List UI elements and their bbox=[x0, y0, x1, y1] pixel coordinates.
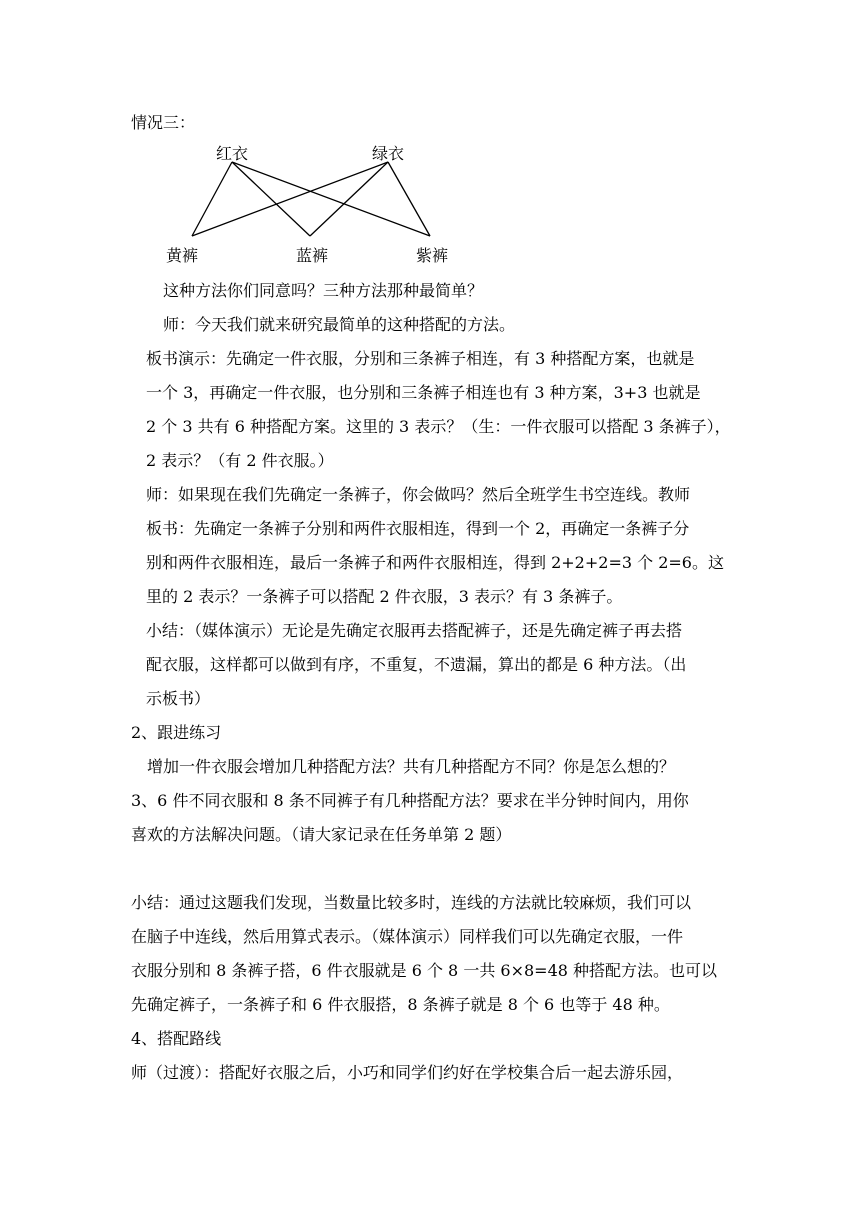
text-line: 里的 2 表示？一条裤子可以搭配 2 件衣服，3 表示？有 3 条裤子。 bbox=[146, 587, 623, 606]
text-line: 先确定裤子，一条裤子和 6 件衣服搭，8 条裤子就是 8 个 6 也等于 48 种。 bbox=[131, 995, 670, 1014]
text-line: 板书：先确定一条裤子分别和两件衣服相连，得到一个 2，再确定一条裤子分 bbox=[146, 519, 690, 538]
text-line: 喜欢的方法解决问题。（请大家记录在任务单第 2 题） bbox=[131, 825, 512, 844]
section-title: 2、跟进练习 bbox=[131, 723, 222, 742]
text-line: 别和两件衣服相连，最后一条裤子和两件衣服相连，得到 2+2+2=3 个 2=6。这 bbox=[146, 553, 724, 572]
text-line: 配衣服，这样都可以做到有序，不重复，不遗漏，算出的都是 6 种方法。（出 bbox=[146, 655, 687, 674]
top-label-red: 红衣 bbox=[216, 144, 249, 163]
bottom-label-purple: 紫裤 bbox=[416, 246, 449, 265]
matching-diagram bbox=[160, 140, 480, 270]
line-red-yellow bbox=[192, 162, 232, 236]
text-line: 在脑子中连线，然后用算式表示。（媒体演示）同样我们可以先确定衣服，一件 bbox=[131, 927, 684, 946]
bottom-label-yellow: 黄裤 bbox=[166, 246, 199, 265]
text-line: 板书演示：先确定一件衣服，分别和三条裤子相连，有 3 种搭配方案，也就是 bbox=[146, 349, 695, 368]
bottom-label-blue: 蓝裤 bbox=[296, 246, 329, 265]
text-line: 小结：（媒体演示）无论是先确定衣服再去搭配裤子，还是先确定裤子再去搭 bbox=[146, 621, 683, 640]
line-red-blue bbox=[232, 162, 310, 236]
text-line: 示板书） bbox=[146, 689, 211, 708]
line-red-purple bbox=[232, 162, 430, 236]
text-line: 师（过渡）：搭配好衣服之后，小巧和同学们约好在学校集合后一起去游乐园， bbox=[131, 1063, 684, 1082]
text-line: 2 表示？（有 2 件衣服。） bbox=[146, 451, 334, 470]
text-line: 增加一件衣服会增加几种搭配方法？共有几种搭配方不同？你是怎么想的？ bbox=[147, 757, 676, 776]
text-line: 师：今天我们就来研究最简单的这种搭配的方法。 bbox=[163, 315, 516, 334]
text-line: 小结：通过这题我们发现，当数量比较多时，连线的方法就比较麻烦，我们可以 bbox=[131, 893, 692, 912]
text-line: 这种方法你们同意吗？三种方法那种最简单？ bbox=[163, 281, 484, 300]
text-line: 一个 3，再确定一件衣服，也分别和三条裤子相连也有 3 种方案，3+3 也就是 bbox=[146, 383, 701, 402]
section-heading: 情况三： bbox=[131, 113, 196, 132]
text-line: 3、6 件不同衣服和 8 条不同裤子有几种搭配方法？要求在半分钟时间内，用你 bbox=[131, 791, 689, 810]
top-label-green: 绿衣 bbox=[372, 144, 405, 163]
line-green-yellow bbox=[192, 162, 388, 236]
line-green-blue bbox=[310, 162, 388, 236]
text-line: 师：如果现在我们先确定一条裤子，你会做吗？然后全班学生书空连线。教师 bbox=[146, 485, 691, 504]
section-title: 4、搭配路线 bbox=[131, 1029, 222, 1048]
text-line: 衣服分别和 8 条裤子搭，6 件衣服就是 6 个 8 一共 6×8=48 种搭配方法。也可以 bbox=[131, 961, 718, 980]
line-green-purple bbox=[388, 162, 430, 236]
text-line: 2 个 3 共有 6 种搭配方案。这里的 3 表示？（生：一件衣服可以搭配 3 条裤子）， bbox=[146, 417, 731, 436]
